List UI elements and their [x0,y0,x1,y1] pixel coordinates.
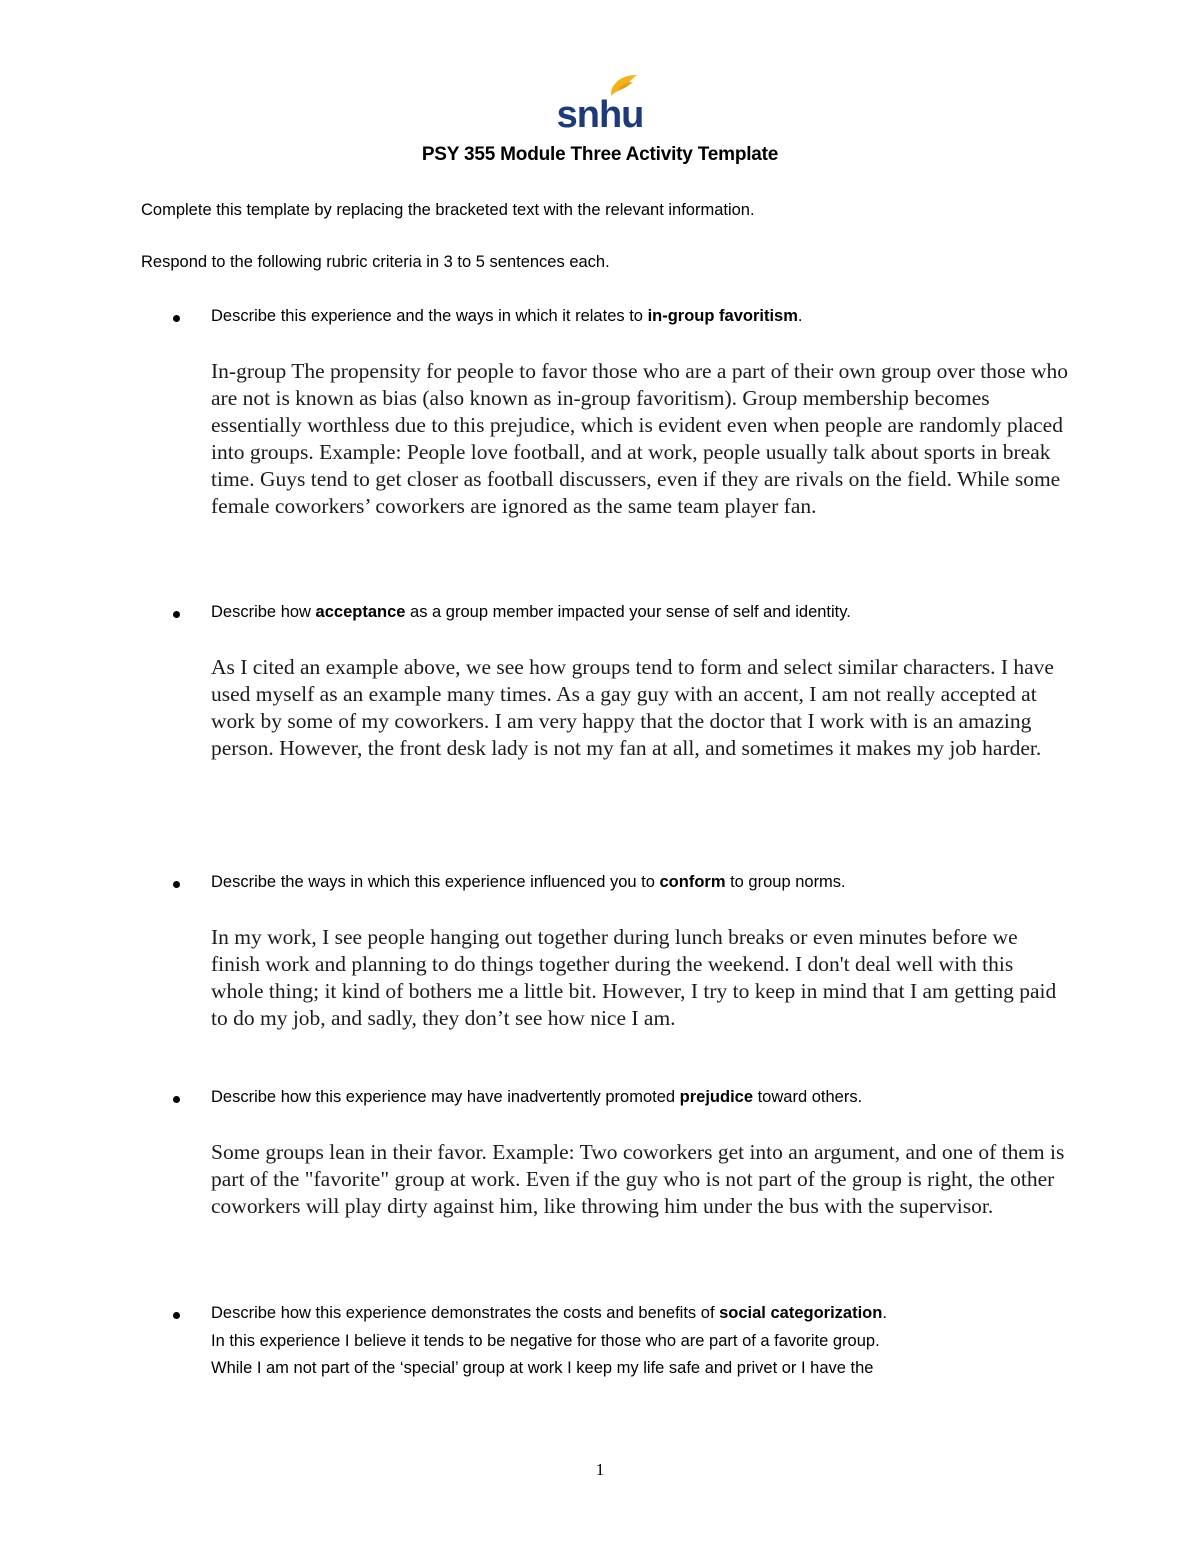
rubric-prompt-5: Describe how this experience demonstrates the costs and benefits of social categorization. [211,1304,887,1322]
rubric-prompt-4: Describe how this experience may have inadvertently promoted prejudice toward others. [211,1088,863,1106]
instructions-line-1: Complete this template by replacing the bracketed text with the relevant information. [141,201,755,219]
rubric-answer-5-line-2: While I am not part of the ‘special’ group at work I keep my life safe and privet or I have the [211,1359,874,1377]
rubric-prompt-2: Describe how acceptance as a group member impacted your sense of self and identity. [211,603,851,621]
rubric-answer-2: As I cited an example above, we see how groups tend to form and select similar characters. I have used myself as an example many times. As a gay guy with an accent, I am not really accepted at work by some of my coworkers. I am very happy that the doctor that I work with is an amazing person. However, the front desk lady is not my fan at all, and sometimes it makes my job harder. [211,655,1054,760]
bullet-icon [173,1312,180,1319]
rubric-answer-3: In my work, I see people hanging out together during lunch breaks or even minutes before we finish work and planning to do things together during the weekend. I don't deal well with this whole thing; it kind of bothers me a little bit. However, I try to keep in mind that I am getting paid to do my job, and sadly, they don’t see how nice I am. [211,925,1057,1030]
svg-text:snhu: snhu [556,94,644,130]
bullet-icon [173,881,180,888]
snhu-logo-mark [555,74,645,130]
rubric-prompt-3: Describe the ways in which this experience influenced you to conform to group norms. [211,873,846,891]
rubric-answer-4: Some groups lean in their favor. Example: Two coworkers get into an argument, and one of them is part of the "favorite" group at work. Even if the guy who is not part of the group is right, the other coworkers will play dirty against him, like throwing him under the bus with the supervisor. [211,1140,1065,1218]
rubric-answer-1: In-group The propensity for people to favor those who are a part of their own group over those who are not is known as bias (also known as in-group favoritism). Group membership becomes essentially worthless due to this prejudice, which is evident even when people are randomly placed into groups. Example: People love football, and at work, people usually talk about sports in break time. Guys tend to get closer as football discussers, even if they are rivals on the field. While some female coworkers’ coworkers are ignored as the same team player fan. [211,359,1068,518]
rubric-answer-5-line-1: In this experience I believe it tends to be negative for those who are part of a favorite group. [211,1332,880,1350]
page-title: PSY 355 Module Three Activity Template [421,144,779,165]
bullet-icon [173,611,180,618]
instructions-line-2: Respond to the following rubric criteria in 3 to 5 sentences each. [141,253,610,271]
snhu-logo [555,74,645,130]
rubric-prompt-1: Describe this experience and the ways in which it relates to in-group favoritism. [211,307,803,325]
bullet-icon [173,1096,180,1103]
page-number: 1 [595,1460,605,1479]
bullet-icon [173,315,180,322]
